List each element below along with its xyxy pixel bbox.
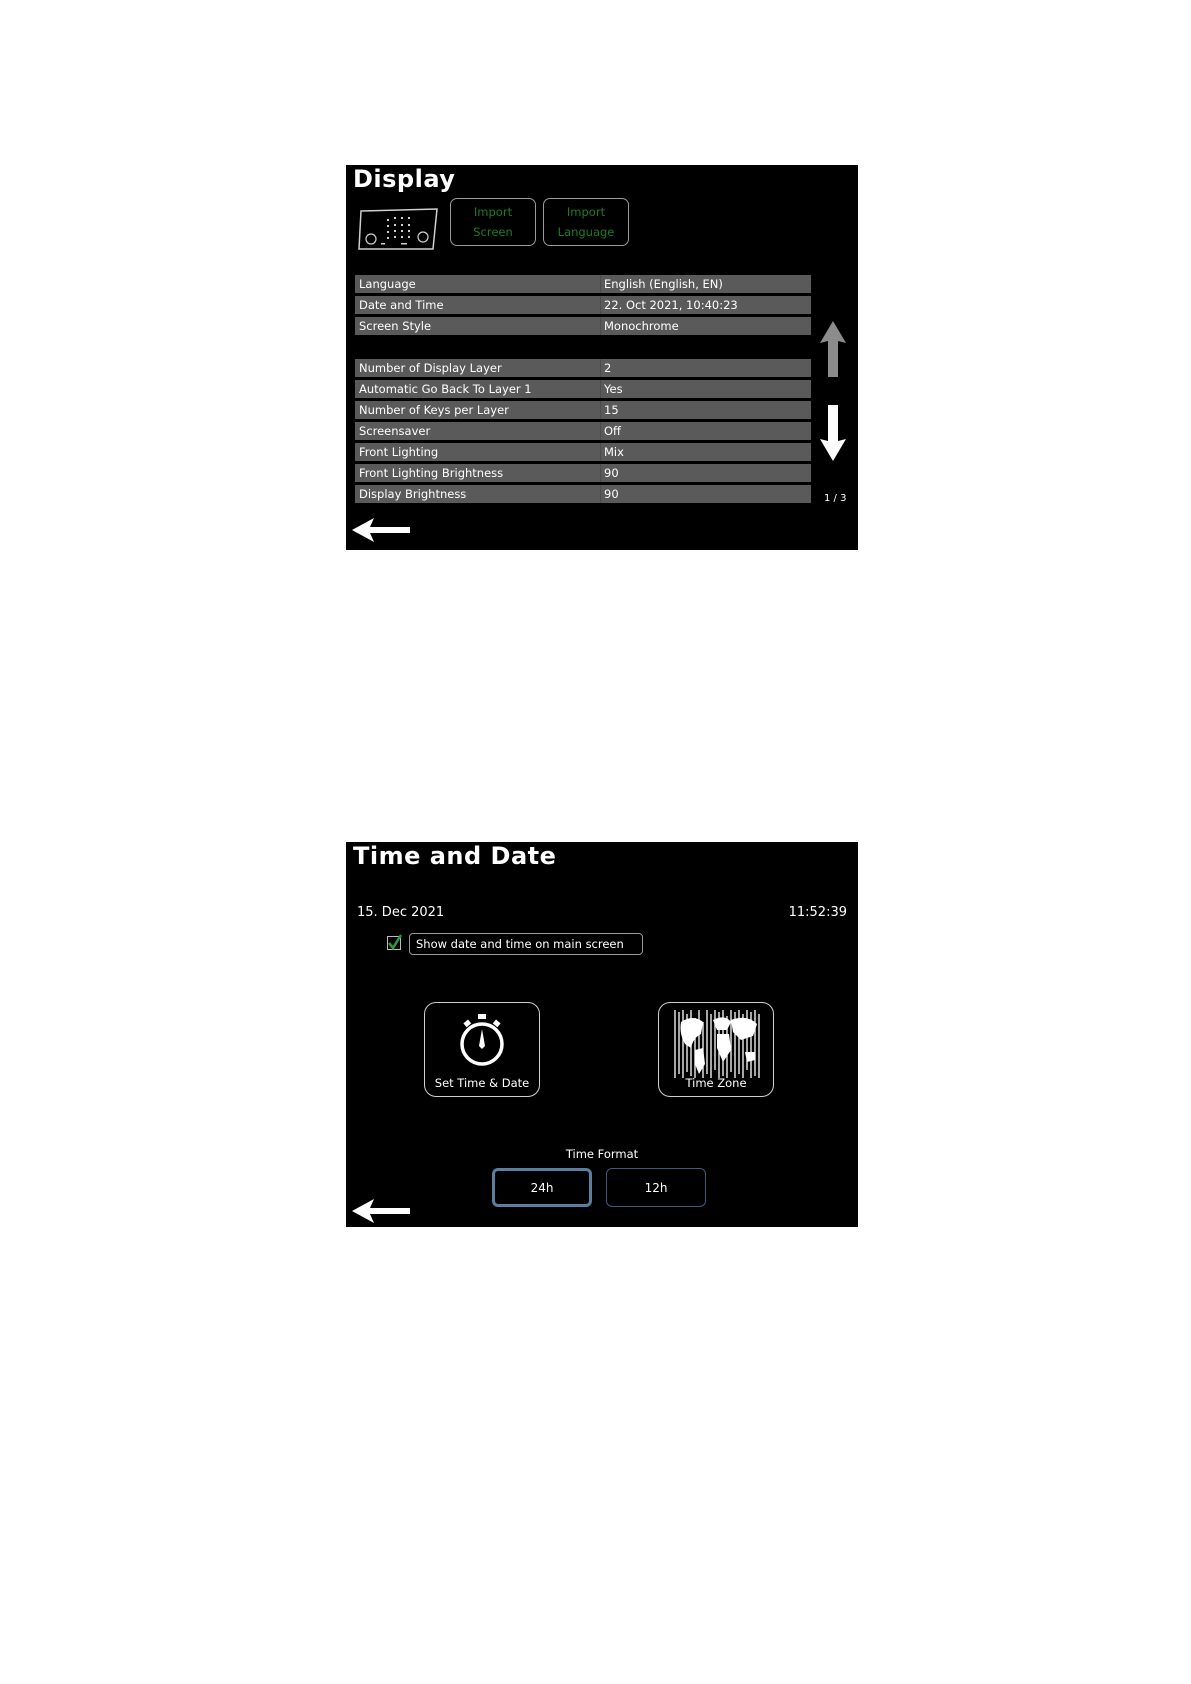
- row-value: 22. Oct 2021, 10:40:23: [604, 298, 738, 312]
- time-zone-button[interactable]: [658, 1002, 774, 1097]
- back-arrow-icon[interactable]: [352, 517, 410, 543]
- stopwatch-icon: [457, 1013, 507, 1067]
- page-title: Time and Date: [353, 842, 557, 870]
- row-value: 2: [604, 361, 612, 375]
- row-value: 15: [604, 403, 619, 417]
- settings-row-front-lighting[interactable]: [355, 443, 811, 461]
- row-label: Front Lighting: [359, 445, 439, 459]
- settings-row-date-and-time[interactable]: [355, 296, 811, 314]
- device-icon: [357, 207, 439, 251]
- back-arrow-icon[interactable]: [352, 1198, 410, 1224]
- settings-row-automatic-go-back[interactable]: [355, 380, 811, 398]
- settings-row-language[interactable]: [355, 275, 811, 293]
- row-label: Automatic Go Back To Layer 1: [359, 382, 532, 396]
- row-label: Front Lighting Brightness: [359, 466, 504, 480]
- row-label: Language: [359, 277, 416, 291]
- row-label: Number of Display Layer: [359, 361, 502, 375]
- settings-row-display-brightness[interactable]: [355, 485, 811, 503]
- row-value: 90: [604, 487, 619, 501]
- settings-row-screensaver[interactable]: [355, 422, 811, 440]
- row-value: English (English, EN): [604, 277, 723, 291]
- world-map-icon: [671, 1008, 761, 1078]
- arrow-up-icon[interactable]: [820, 321, 846, 377]
- set-time-date-button[interactable]: [424, 1002, 540, 1097]
- display-settings-screen: [346, 165, 858, 550]
- row-label: Display Brightness: [359, 487, 467, 501]
- row-value: Monochrome: [604, 319, 679, 333]
- settings-row-front-lighting-brightness[interactable]: [355, 464, 811, 482]
- import-screen-button[interactable]: [450, 198, 536, 246]
- time-and-date-screen: [346, 842, 858, 1227]
- import-language-label-line1: Import: [566, 205, 606, 219]
- page-indicator: 1 / 3: [824, 493, 847, 504]
- current-time: 11:52:39: [788, 905, 847, 920]
- settings-row-screen-style[interactable]: [355, 317, 811, 335]
- show-datetime-label[interactable]: Show date and time on main screen: [409, 933, 643, 955]
- current-date: 15. Dec 2021: [357, 905, 445, 920]
- import-screen-label-line2: Screen: [473, 225, 513, 239]
- format-12h-button[interactable]: 12h: [606, 1168, 706, 1207]
- page-title: Display: [353, 165, 456, 193]
- row-value: Off: [604, 424, 621, 438]
- settings-row-keys-per-layer[interactable]: [355, 401, 811, 419]
- set-time-date-label: Set Time & Date: [434, 1076, 530, 1090]
- arrow-down-icon[interactable]: [820, 405, 846, 461]
- row-label: Screensaver: [359, 424, 431, 438]
- import-screen-label-line1: Import: [473, 205, 513, 219]
- checkmark-icon: [387, 933, 403, 951]
- time-zone-label: Time Zone: [685, 1076, 747, 1090]
- show-datetime-checkbox[interactable]: [387, 936, 401, 950]
- format-24h-button[interactable]: 24h: [492, 1168, 592, 1207]
- row-label: Number of Keys per Layer: [359, 403, 509, 417]
- time-format-label: Time Format: [565, 1147, 639, 1161]
- row-value: 90: [604, 466, 619, 480]
- row-value: Mix: [604, 445, 624, 459]
- row-label: Screen Style: [359, 319, 432, 333]
- import-language-button[interactable]: [543, 198, 629, 246]
- row-label: Date and Time: [359, 298, 444, 312]
- import-language-label-line2: Language: [557, 225, 615, 239]
- settings-row-number-of-display-layer[interactable]: [355, 359, 811, 377]
- row-value: Yes: [604, 382, 623, 396]
